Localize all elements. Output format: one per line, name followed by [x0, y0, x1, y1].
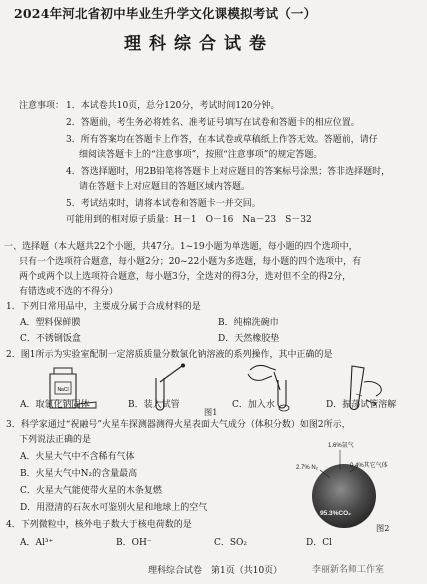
- q1-stem: 1．下列日常用品中，主要成分属于合成材料的是: [6, 302, 201, 312]
- q3-option-d: D．用澄清的石灰水可鉴别火星和地球上的空气: [20, 503, 208, 513]
- q2-option-d: D．振荡试管溶解: [326, 400, 397, 410]
- q1-option-b: B．纯棉洗碗巾: [218, 318, 279, 328]
- q4-option-c: C．SO₂: [214, 538, 248, 548]
- section1-line-2: 只有一个选项符合题意，每小题2分；20~22小题为多选题，每小题的四个选项中，有: [19, 257, 362, 267]
- fig1-label: 图1: [204, 407, 218, 417]
- q3-option-a: A．火星大气中不含稀有气体: [20, 452, 135, 462]
- q2-stem: 2．图1所示为实验室配制一定溶质质量分数氯化钠溶液的系列操作，其中正确的是: [6, 350, 333, 360]
- fig1-bottle-label: NaCl: [57, 387, 69, 393]
- note-line-1: 1．本试卷共10页，总分120分，考试时间120分钟。: [66, 101, 280, 111]
- footer-watermark: 李丽新名师工作室: [312, 564, 385, 574]
- q1-option-c: C．不锈钢饭盒: [20, 334, 81, 344]
- section1-line-1: 一、选择题（本大题共22个小题，共47分。1~19小题为单选题，每小题的四个选项中，: [4, 242, 358, 252]
- q3-option-c: C．火星大气能使带火星的木条复燃: [20, 486, 162, 496]
- fig2-label-co2: 95.3%CO₂: [320, 510, 352, 517]
- q2-option-b: B．装入试管: [128, 400, 180, 410]
- q2-option-c: C．加入水: [232, 400, 275, 410]
- q4-option-b: B．OH⁻: [116, 538, 152, 548]
- fig2-label-n2: 2.7% N₂: [296, 465, 319, 471]
- note-line-2: 2．答题前，考生务必将姓名、准考证号填写在试卷和答题卡的相应位置。: [66, 118, 360, 128]
- q4-option-a: A．Al³⁺: [20, 538, 54, 548]
- atomic-mass-line: 可能用到的相对原子质量：H－1 O－16 Na－23 S－32: [66, 215, 312, 225]
- fig2-label-other: 0.4%其它气体: [350, 463, 388, 469]
- note-line-4: 4．答选择题时，用2B铅笔将答题卡上对应题目的答案标号涂黑；答非选择题时，: [66, 167, 391, 177]
- q2-option-a: A．取氯化钠固体: [20, 400, 90, 410]
- note-line-3: 3．所有答案均在答题卡上作答，在本试卷或草稿纸上作答无效。答题前，请仔: [66, 135, 378, 145]
- q1-option-a: A．塑料保鲜膜: [20, 318, 81, 328]
- section1-line-3: 两个或两个以上选项符合题意，每小题3分，全选对的得3分，选对但不全的得2分，: [19, 272, 352, 282]
- footer-page-info: 理科综合试卷 第1页（共10页）: [148, 566, 283, 576]
- subject-title: 理科综合试卷: [124, 34, 274, 54]
- q3-stem-line-1: 3．科学家通过“祝融号”火星车探测器测得火星表面大气成分（体积分数）如图2所示，: [6, 420, 351, 430]
- q3-stem-line-2: 下列说法正确的是: [19, 435, 92, 445]
- section1-line-4: 有错选或不选的不得分）: [19, 287, 119, 297]
- exam-title: 2024年河北省初中毕业生升学文化课模拟考试（一）: [14, 6, 317, 21]
- fig2-mars-disk: [312, 464, 376, 528]
- note-line-5: 5．考试结束时，请将本试卷和答题卡一并交回。: [66, 199, 261, 209]
- notes-label: 注意事项：: [19, 101, 65, 111]
- note-line-3b: 细阅读答题卡上的“注意事项”，按照“注意事项”的规定答题。: [79, 150, 323, 160]
- q1-option-d: D．天然橡胶垫: [218, 334, 280, 344]
- q4-option-d: D．Cl: [306, 538, 332, 548]
- q3-option-b: B．火星大气中N₂的含量最高: [20, 469, 138, 479]
- fig2-label: 图2: [376, 523, 390, 533]
- note-line-4b: 请在答题卡上对应题目的答题区域内答题。: [79, 182, 251, 192]
- q4-stem: 4．下列微粒中，核外电子数大于核电荷数的是: [6, 520, 192, 530]
- fig2-label-ar: 1.6%氩气: [328, 443, 354, 449]
